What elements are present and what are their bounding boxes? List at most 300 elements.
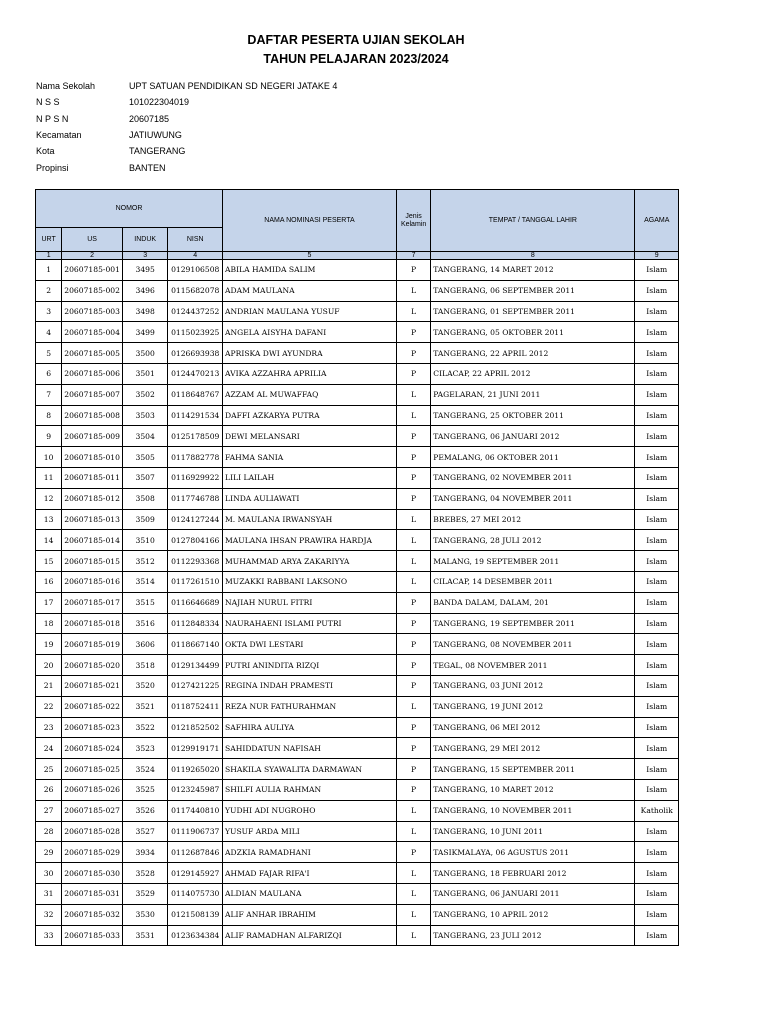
info-label: N P S N (36, 113, 69, 124)
cell-induk: 3515 (122, 592, 167, 613)
cell-name: APRISKA DWI AYUNDRA (223, 343, 397, 364)
cell-induk: 3507 (122, 467, 167, 488)
cell-nisn: 0112687846 (168, 842, 223, 863)
cell-nisn: 0124437252 (168, 301, 223, 322)
cell-urt: 27 (36, 800, 62, 821)
cell-us: 20607185-021 (62, 675, 123, 696)
cell-gender: P (396, 738, 430, 759)
info-value: TANGERANG (129, 146, 186, 157)
table-row (36, 405, 679, 426)
cell-name: ABILA HAMIDA SALIM (223, 260, 397, 281)
school-info-row (36, 78, 337, 94)
cell-induk: 3500 (122, 343, 167, 364)
cell-us: 20607185-005 (62, 343, 123, 364)
cell-urt: 10 (36, 447, 62, 468)
cell-induk: 3524 (122, 759, 167, 780)
cell-nisn: 0118648767 (168, 384, 223, 405)
cell-urt: 7 (36, 384, 62, 405)
cell-gender: L (396, 696, 430, 717)
cell-induk: 3498 (122, 301, 167, 322)
cell-induk: 3525 (122, 779, 167, 800)
cell-us: 20607185-028 (62, 821, 123, 842)
cell-religion: Islam (635, 467, 679, 488)
cell-induk: 3502 (122, 384, 167, 405)
cell-nisn: 0123634384 (168, 925, 223, 946)
cell-induk: 3499 (122, 322, 167, 343)
header-jenis-kelamin: Jenis Kelamin (396, 190, 430, 252)
cell-gender: P (396, 842, 430, 863)
table-row (36, 488, 679, 509)
table-row (36, 571, 679, 592)
cell-nisn: 0129919171 (168, 738, 223, 759)
cell-name: DAFFI AZKARYA PUTRA (223, 405, 397, 426)
header-induk: INDUK (122, 228, 167, 252)
cell-us: 20607185-018 (62, 613, 123, 634)
cell-induk: 3606 (122, 634, 167, 655)
cell-gender: P (396, 592, 430, 613)
cell-religion: Islam (635, 675, 679, 696)
cell-name: M. MAULANA IRWANSYAH (223, 509, 397, 530)
cell-nisn: 0123245987 (168, 779, 223, 800)
cell-birth: TANGERANG, 01 SEPTEMBER 2011 (431, 301, 635, 322)
cell-birth: TANGERANG, 15 SEPTEMBER 2011 (431, 759, 635, 780)
cell-name: DEWI MELANSARI (223, 426, 397, 447)
info-label: Nama Sekolah (36, 81, 96, 92)
cell-nisn: 0124127244 (168, 509, 223, 530)
cell-gender: L (396, 863, 430, 884)
info-label: Kota (36, 146, 55, 157)
cell-gender: P (396, 759, 430, 780)
column-number: 9 (635, 252, 679, 260)
cell-gender: P (396, 343, 430, 364)
cell-induk: 3509 (122, 509, 167, 530)
cell-urt: 21 (36, 675, 62, 696)
cell-nisn: 0116646689 (168, 592, 223, 613)
cell-us: 20607185-015 (62, 551, 123, 572)
cell-birth: TANGERANG, 06 SEPTEMBER 2011 (431, 280, 635, 301)
column-number: 5 (223, 252, 397, 260)
cell-us: 20607185-030 (62, 863, 123, 884)
cell-nisn: 0126693938 (168, 343, 223, 364)
cell-induk: 3523 (122, 738, 167, 759)
table-row (36, 509, 679, 530)
cell-name: MUZAKKI RABBANI LAKSONO (223, 571, 397, 592)
cell-us: 20607185-025 (62, 759, 123, 780)
cell-gender: P (396, 322, 430, 343)
cell-birth: BANDA DALAM, DALAM, 201 (431, 592, 635, 613)
cell-nisn: 0111906737 (168, 821, 223, 842)
cell-religion: Islam (635, 634, 679, 655)
cell-name: SHAKILA SYAWALITA DARMAWAN (223, 759, 397, 780)
cell-us: 20607185-033 (62, 925, 123, 946)
cell-urt: 2 (36, 280, 62, 301)
cell-gender: P (396, 363, 430, 384)
cell-gender: L (396, 405, 430, 426)
page-title: DAFTAR PESERTA UJIAN SEKOLAH (247, 33, 465, 47)
cell-gender: L (396, 571, 430, 592)
cell-nisn: 0112848334 (168, 613, 223, 634)
cell-nisn: 0117440810 (168, 800, 223, 821)
cell-nisn: 0127421225 (168, 675, 223, 696)
school-info (36, 78, 337, 176)
table-row (36, 551, 679, 572)
cell-name: MUHAMMAD ARYA ZAKARIYYA (223, 551, 397, 572)
cell-name: ADAM MAULANA (223, 280, 397, 301)
cell-name: NAJIAH NURUL FITRI (223, 592, 397, 613)
cell-name: SAHIDDATUN NAFISAH (223, 738, 397, 759)
header-us: US (62, 228, 123, 252)
table-row (36, 530, 679, 551)
info-value: 20607185 (129, 113, 170, 124)
column-number: 4 (168, 252, 223, 260)
cell-religion: Islam (635, 530, 679, 551)
header-nama: NAMA NOMINASI PESERTA (223, 190, 397, 252)
cell-gender: L (396, 925, 430, 946)
cell-us: 20607185-029 (62, 842, 123, 863)
cell-us: 20607185-020 (62, 655, 123, 676)
cell-induk: 3529 (122, 883, 167, 904)
cell-birth: MALANG, 19 SEPTEMBER 2011 (431, 551, 635, 572)
column-number-row (36, 252, 679, 260)
cell-religion: Islam (635, 779, 679, 800)
cell-gender: L (396, 280, 430, 301)
cell-gender: P (396, 717, 430, 738)
cell-name: AZZAM AL MUWAFFAQ (223, 384, 397, 405)
cell-us: 20607185-009 (62, 426, 123, 447)
cell-birth: TANGERANG, 03 JUNI 2012 (431, 675, 635, 696)
table-row (36, 322, 679, 343)
cell-religion: Islam (635, 613, 679, 634)
header-urt: URT (36, 228, 62, 252)
cell-gender: L (396, 384, 430, 405)
cell-urt: 11 (36, 467, 62, 488)
cell-urt: 29 (36, 842, 62, 863)
column-number: 1 (36, 252, 62, 260)
cell-religion: Islam (635, 551, 679, 572)
cell-religion: Islam (635, 509, 679, 530)
cell-religion: Islam (635, 655, 679, 676)
cell-urt: 18 (36, 613, 62, 634)
cell-induk: 3496 (122, 280, 167, 301)
cell-gender: P (396, 426, 430, 447)
cell-nisn: 0112293368 (168, 551, 223, 572)
cell-us: 20607185-026 (62, 779, 123, 800)
cell-birth: TANGERANG, 10 MARET 2012 (431, 779, 635, 800)
cell-urt: 26 (36, 779, 62, 800)
cell-birth: TANGERANG, 18 FEBRUARI 2012 (431, 863, 635, 884)
cell-urt: 16 (36, 571, 62, 592)
cell-urt: 8 (36, 405, 62, 426)
cell-us: 20607185-011 (62, 467, 123, 488)
cell-nisn: 0121852502 (168, 717, 223, 738)
cell-us: 20607185-007 (62, 384, 123, 405)
cell-birth: CILACAP, 14 DESEMBER 2011 (431, 571, 635, 592)
cell-birth: PEMALANG, 06 OKTOBER 2011 (431, 447, 635, 468)
header-agama: AGAMA (635, 190, 679, 252)
table-row (36, 759, 679, 780)
cell-nisn: 0117261510 (168, 571, 223, 592)
cell-urt: 17 (36, 592, 62, 613)
table-row (36, 363, 679, 384)
cell-us: 20607185-032 (62, 904, 123, 925)
cell-gender: L (396, 301, 430, 322)
cell-religion: Islam (635, 717, 679, 738)
table-row (36, 863, 679, 884)
header-nisn: NISN (168, 228, 223, 252)
cell-us: 20607185-024 (62, 738, 123, 759)
table-row (36, 343, 679, 364)
cell-urt: 6 (36, 363, 62, 384)
cell-birth: TANGERANG, 06 JANUARI 2011 (431, 883, 635, 904)
cell-name: FAHMA SANIA (223, 447, 397, 468)
cell-name: REZA NUR FATHURAHMAN (223, 696, 397, 717)
cell-name: YUSUF ARDA MILI (223, 821, 397, 842)
cell-induk: 3526 (122, 800, 167, 821)
table-row (36, 467, 679, 488)
cell-birth: TANGERANG, 08 NOVEMBER 2011 (431, 634, 635, 655)
cell-induk: 3521 (122, 696, 167, 717)
cell-religion: Islam (635, 759, 679, 780)
table-row (36, 280, 679, 301)
cell-us: 20607185-022 (62, 696, 123, 717)
cell-urt: 1 (36, 260, 62, 281)
cell-birth: TANGERANG, 29 MEI 2012 (431, 738, 635, 759)
cell-urt: 9 (36, 426, 62, 447)
cell-nisn: 0119265020 (168, 759, 223, 780)
table-row (36, 592, 679, 613)
cell-nisn: 0124470213 (168, 363, 223, 384)
cell-induk: 3531 (122, 925, 167, 946)
info-value: BANTEN (129, 162, 166, 173)
table-row (36, 821, 679, 842)
school-info-row (36, 111, 337, 127)
cell-nisn: 0115682078 (168, 280, 223, 301)
cell-religion: Islam (635, 904, 679, 925)
cell-us: 20607185-006 (62, 363, 123, 384)
cell-gender: L (396, 821, 430, 842)
cell-name: OKTA DWI LESTARI (223, 634, 397, 655)
cell-gender: P (396, 675, 430, 696)
cell-induk: 3520 (122, 675, 167, 696)
cell-nisn: 0118667140 (168, 634, 223, 655)
cell-nisn: 0127804166 (168, 530, 223, 551)
cell-nisn: 0129134499 (168, 655, 223, 676)
cell-nisn: 0121508139 (168, 904, 223, 925)
cell-urt: 19 (36, 634, 62, 655)
table-row (36, 426, 679, 447)
school-info-row (36, 159, 337, 175)
cell-gender: P (396, 467, 430, 488)
cell-urt: 22 (36, 696, 62, 717)
cell-religion: Islam (635, 447, 679, 468)
cell-gender: L (396, 883, 430, 904)
cell-nisn: 0114291534 (168, 405, 223, 426)
cell-birth: TANGERANG, 10 APRIL 2012 (431, 904, 635, 925)
cell-nisn: 0125178509 (168, 426, 223, 447)
cell-birth: TASIKMALAYA, 06 AGUSTUS 2011 (431, 842, 635, 863)
cell-us: 20607185-004 (62, 322, 123, 343)
info-value: 101022304019 (129, 97, 190, 108)
cell-gender: L (396, 509, 430, 530)
cell-religion: Islam (635, 322, 679, 343)
cell-religion: Islam (635, 488, 679, 509)
participant-table (35, 189, 679, 946)
cell-induk: 3514 (122, 571, 167, 592)
table-row (36, 384, 679, 405)
cell-us: 20607185-002 (62, 280, 123, 301)
cell-urt: 15 (36, 551, 62, 572)
table-row (36, 738, 679, 759)
cell-gender: P (396, 634, 430, 655)
table-row (36, 925, 679, 946)
cell-induk: 3503 (122, 405, 167, 426)
cell-birth: TANGERANG, 05 OKTOBER 2011 (431, 322, 635, 343)
cell-nisn: 0129106508 (168, 260, 223, 281)
table-row (36, 301, 679, 322)
cell-us: 20607185-017 (62, 592, 123, 613)
cell-name: PUTRI ANINDITA RIZQI (223, 655, 397, 676)
cell-urt: 30 (36, 863, 62, 884)
cell-religion: Islam (635, 738, 679, 759)
cell-induk: 3934 (122, 842, 167, 863)
cell-us: 20607185-013 (62, 509, 123, 530)
cell-induk: 3522 (122, 717, 167, 738)
cell-induk: 3510 (122, 530, 167, 551)
cell-nisn: 0118752411 (168, 696, 223, 717)
cell-birth: PAGELARAN, 21 JUNI 2011 (431, 384, 635, 405)
cell-religion: Islam (635, 426, 679, 447)
cell-religion: Islam (635, 925, 679, 946)
cell-induk: 3530 (122, 904, 167, 925)
cell-gender: L (396, 530, 430, 551)
cell-induk: 3512 (122, 551, 167, 572)
table-row (36, 675, 679, 696)
table-row (36, 883, 679, 904)
cell-religion: Katholik (635, 800, 679, 821)
table-row (36, 717, 679, 738)
cell-urt: 33 (36, 925, 62, 946)
cell-induk: 3518 (122, 655, 167, 676)
cell-gender: P (396, 655, 430, 676)
cell-name: MAULANA IHSAN PRAWIRA HARDJA (223, 530, 397, 551)
cell-urt: 24 (36, 738, 62, 759)
cell-gender: L (396, 904, 430, 925)
cell-gender: P (396, 779, 430, 800)
cell-us: 20607185-010 (62, 447, 123, 468)
cell-birth: TANGERANG, 06 JANUARI 2012 (431, 426, 635, 447)
column-number: 8 (431, 252, 635, 260)
cell-nisn: 0115023925 (168, 322, 223, 343)
cell-us: 20607185-003 (62, 301, 123, 322)
cell-induk: 3527 (122, 821, 167, 842)
table-row (36, 447, 679, 468)
cell-name: AHMAD FAJAR RIFA'I (223, 863, 397, 884)
cell-urt: 14 (36, 530, 62, 551)
cell-birth: TANGERANG, 28 JULI 2012 (431, 530, 635, 551)
cell-name: ALIF ANHAR IBRAHIM (223, 904, 397, 925)
cell-religion: Islam (635, 343, 679, 364)
school-info-row (36, 94, 337, 110)
cell-name: YUDHI ADI NUGROHO (223, 800, 397, 821)
cell-us: 20607185-023 (62, 717, 123, 738)
cell-religion: Islam (635, 592, 679, 613)
cell-urt: 31 (36, 883, 62, 904)
cell-gender: P (396, 260, 430, 281)
cell-induk: 3528 (122, 863, 167, 884)
cell-urt: 4 (36, 322, 62, 343)
cell-nisn: 0116929922 (168, 467, 223, 488)
cell-religion: Islam (635, 883, 679, 904)
cell-name: ANGELA AISYHA DAFANI (223, 322, 397, 343)
table-row (36, 904, 679, 925)
cell-us: 20607185-001 (62, 260, 123, 281)
info-value: JATIUWUNG (129, 130, 182, 141)
cell-birth: TANGERANG, 10 JUNI 2011 (431, 821, 635, 842)
school-info-row (36, 127, 337, 143)
cell-urt: 23 (36, 717, 62, 738)
cell-birth: TANGERANG, 04 NOVEMBER 2011 (431, 488, 635, 509)
table-row (36, 260, 679, 281)
cell-birth: CILACAP, 22 APRIL 2012 (431, 363, 635, 384)
column-number: 3 (122, 252, 167, 260)
cell-religion: Islam (635, 821, 679, 842)
cell-birth: TANGERANG, 06 MEI 2012 (431, 717, 635, 738)
cell-birth: TANGERANG, 10 NOVEMBER 2011 (431, 800, 635, 821)
header-nomor: NOMOR (36, 190, 223, 228)
cell-religion: Islam (635, 842, 679, 863)
table-row (36, 613, 679, 634)
cell-name: REGINA INDAH PRAMESTI (223, 675, 397, 696)
cell-nisn: 0117882778 (168, 447, 223, 468)
cell-birth: TANGERANG, 14 MARET 2012 (431, 260, 635, 281)
cell-induk: 3516 (122, 613, 167, 634)
cell-religion: Islam (635, 405, 679, 426)
cell-urt: 25 (36, 759, 62, 780)
cell-birth: TANGERANG, 22 APRIL 2012 (431, 343, 635, 364)
cell-birth: TANGERANG, 19 JUNI 2012 (431, 696, 635, 717)
cell-birth: TANGERANG, 23 JULI 2012 (431, 925, 635, 946)
header-ttl: TEMPAT / TANGGAL LAHIR (431, 190, 635, 252)
cell-us: 20607185-008 (62, 405, 123, 426)
cell-gender: L (396, 551, 430, 572)
table-row (36, 655, 679, 676)
cell-us: 20607185-012 (62, 488, 123, 509)
cell-urt: 13 (36, 509, 62, 530)
cell-urt: 32 (36, 904, 62, 925)
cell-name: LINDA AULIAWATI (223, 488, 397, 509)
cell-urt: 5 (36, 343, 62, 364)
info-label: Propinsi (36, 162, 69, 173)
cell-gender: L (396, 800, 430, 821)
cell-us: 20607185-031 (62, 883, 123, 904)
info-value: UPT SATUAN PENDIDIKAN SD NEGERI JATAKE 4 (129, 81, 338, 92)
cell-birth: TANGERANG, 25 OKTOBER 2011 (431, 405, 635, 426)
cell-birth: TANGERANG, 02 NOVEMBER 2011 (431, 467, 635, 488)
cell-induk: 3504 (122, 426, 167, 447)
cell-nisn: 0114075730 (168, 883, 223, 904)
table-row (36, 779, 679, 800)
cell-urt: 12 (36, 488, 62, 509)
cell-birth: BREBES, 27 MEI 2012 (431, 509, 635, 530)
page-subtitle: TAHUN PELAJARAN 2023/2024 (263, 52, 449, 66)
cell-urt: 28 (36, 821, 62, 842)
info-label: N S S (36, 97, 60, 108)
cell-gender: P (396, 488, 430, 509)
cell-nisn: 0117746788 (168, 488, 223, 509)
cell-induk: 3495 (122, 260, 167, 281)
cell-religion: Islam (635, 260, 679, 281)
cell-name: SAFHIRA AULIYA (223, 717, 397, 738)
